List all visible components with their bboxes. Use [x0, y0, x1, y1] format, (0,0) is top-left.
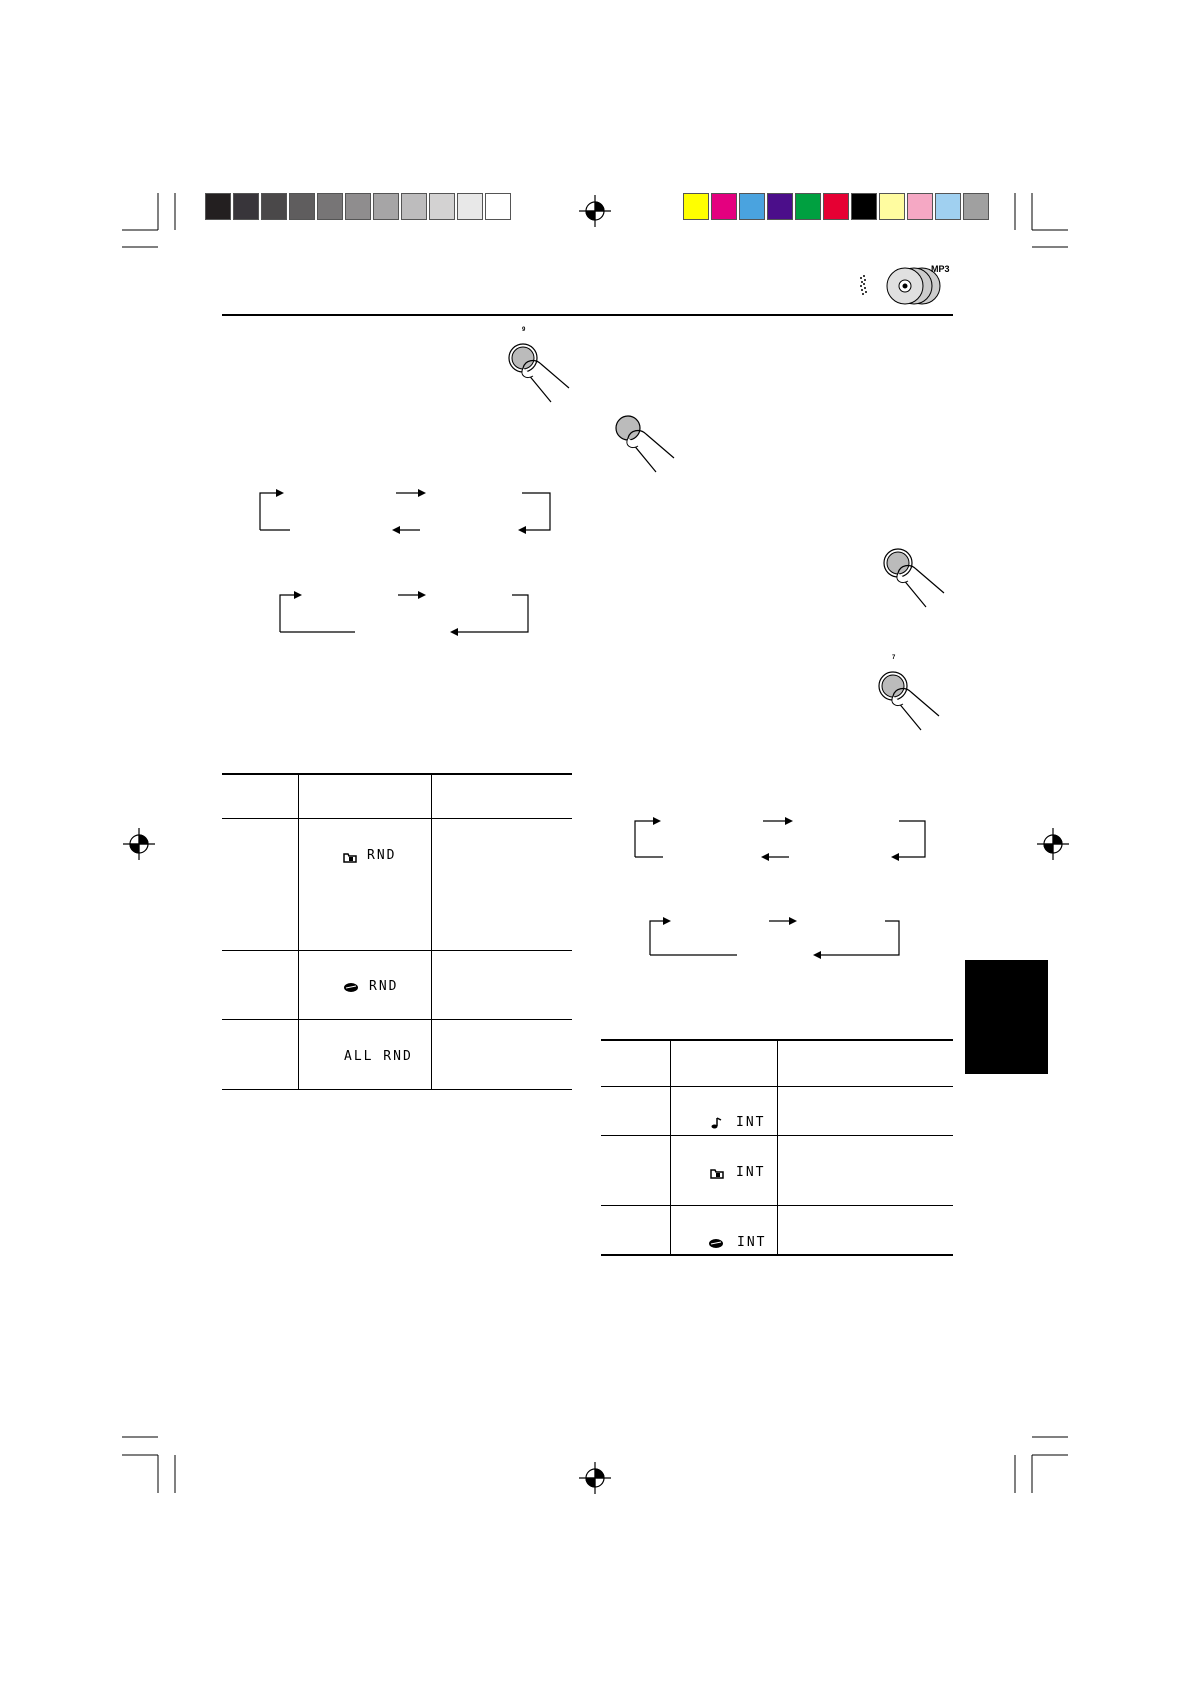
- lcd-display-text: ALL RND: [344, 1049, 413, 1064]
- cycle-diagram-left: [250, 485, 560, 645]
- disc-icon: [343, 982, 359, 993]
- language-tab: [965, 960, 1048, 1074]
- button-number-label: 7: [892, 655, 896, 661]
- press-button-icon: [880, 545, 950, 610]
- button-number-label: 9: [522, 327, 526, 333]
- disc-icon: [708, 1238, 724, 1249]
- lcd-display-text: RND: [369, 979, 399, 994]
- folder-icon: [343, 852, 357, 863]
- cycle-diagram-right: [625, 815, 945, 965]
- press-button-icon: [505, 340, 575, 405]
- folder-icon: [710, 1168, 724, 1179]
- press-button-icon: [875, 668, 945, 733]
- header-rule: [222, 314, 953, 316]
- press-button-icon: [610, 410, 680, 475]
- lcd-display-text: INT: [736, 1115, 766, 1130]
- lcd-display-text: INT: [736, 1165, 766, 1180]
- note-icon: [710, 1117, 722, 1129]
- lcd-display-text: RND: [367, 848, 397, 863]
- lcd-display-text: INT: [737, 1235, 767, 1250]
- mp3-label: MP3: [931, 264, 950, 274]
